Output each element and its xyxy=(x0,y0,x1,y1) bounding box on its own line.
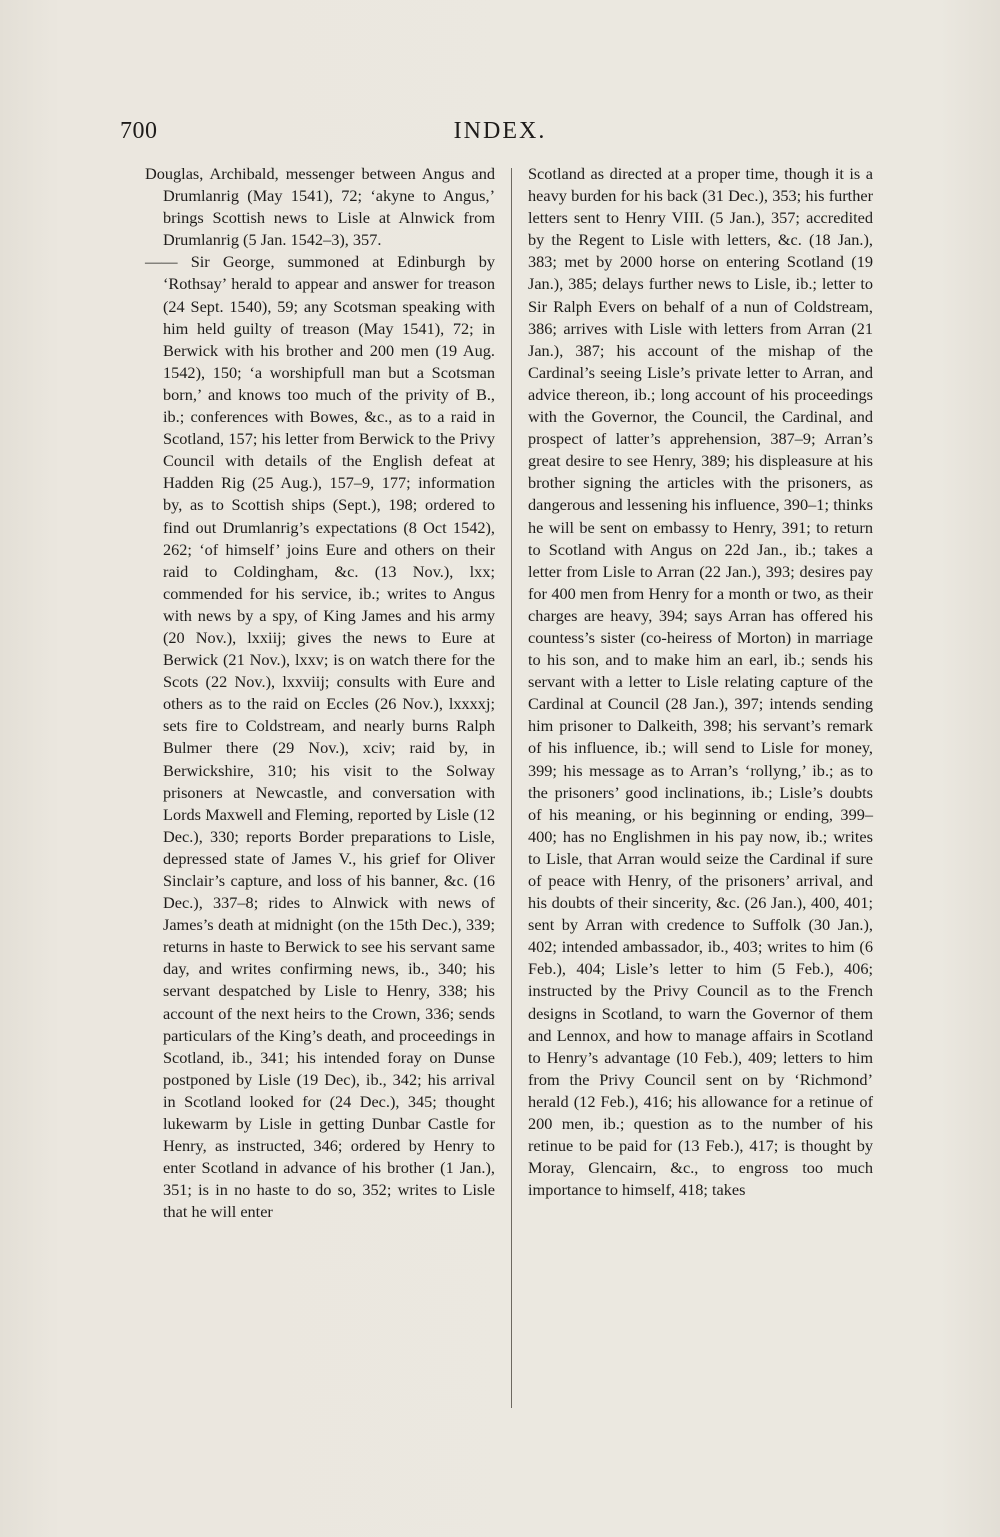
right-column xyxy=(528,163,873,1201)
index-entry-george-douglas: —— Sir George, summoned at Edinburgh by ‘Rothsay’ herald to appear and answer for treason (24 Sept. 1540), 59; any Scotsman speaking with him held guilty of treason (May 1541), 72; in Berwick with his brother and 200 men (19 Aug. 1542), 150; ‘a worshipfull man but a Scotsman born,’ and knows too much of the privity of B., ib.; conferences with Bowes, &c., as to a raid in Scotland, 157; his letter from Berwick to the Privy Council with details of the English defeat at Hadden Rig (25 Aug.), 157–9, 177; information by, as to Scottish ships (Sept.), 198; ordered to find out Drumlanrig’s expectations (8 Oct 1542), 262; ‘of himself’ joins Eure and others on their raid to Coldingham, &c. (13 Nov.), lxx; commended for his service, ib.; writes to Angus with news by a spy, of King James and his army (20 Nov.), lxxiij; gives the news to Eure at Berwick (21 Nov.), lxxv; is on watch there for the Scots (22 Nov.), lxxviij; consults with Eure and others as to the raid on Eccles (26 Nov.), lxxxxj; sets fire to Coldstream, and nearly burns Ralph Bulmer there (29 Nov.), xciv; raid by, in Berwickshire, 310; his visit to the Solway prisoners at Newcastle, and conversation with Lords Maxwell and Fleming, reported by Lisle (12 Dec.), 330; reports Border preparations to Lisle, depressed state of James V., his grief for Oliver Sinclair’s capture, and loss of his banner, &c. (16 Dec.), 337–8; rides to Alnwick with news of James’s death at midnight (on the 15th Dec.), 339; returns in haste to Berwick to see his servant same day, and writes confirming news, ib., 340; his servant despatched by Lisle to Henry, 338; his account of the next heirs to the Crown, 336; sends particulars of the King’s death, and proceedings in Scotland, ib., 341; his intended foray on Dunse postponed by Lisle (19 Dec), ib., 342; his arrival in Scotland looked for (24 Dec.), 345; thought lukewarm by Lisle in getting Dunbar Castle for Henry, as instructed, 346; ordered by Henry to enter Scotland in advance of his brother (1 Jan.), 351; is in no haste to do so, 352; writes to Lisle that he will enter xyxy=(145,252,495,1222)
index-entry-continuation: Scotland as directed at a proper time, though it is a heavy burden for his back (31 Dec.), 353; his further letters sent to Henry VIII. (5 Jan.), 357; accredited by the Regent to Lisle with letters, &c. (18 Jan.), 383; met by 2000 horse on entering Scotland (19 Jan.), 385; delays further news to Lisle, ib.; letter to Sir Ralph Evers on behalf of a nun of Coldstream, 386; arrives with Lisle with letters from Arran (21 Jan.), 387; his account of the mishap of the Cardinal’s seeing Lisle’s private letter to Arran, and advice thereon, ib.; long account of his proceedings with the Governor, the Council, the Cardinal, and prospect of latter’s apprehension, 387–9; Arran’s great desire to see Henry, 389; his displeasure at his brother signing the articles with the prisoners, as dangerous and lessening his influence, 390–1; thinks he will be sent on embassy to Henry, 391; to return to Scotland with Angus on 22d Jan., ib.; takes a letter from Lisle to Arran (22 Jan.), 393; desires pay for 400 men from Henry for a month or two, as their charges are heavy, 394; says Arran has offered his countess’s sister (co-heiress of Morton) in marriage to his son, and to make him an earl, ib.; sends his servant with a letter to Lisle relating capture of the Cardinal at Council (28 Jan.), 397; intends sending him prisoner to Dalkeith, 398; his servant’s remark of his influence, ib.; will send to Lisle for money, 399; his message as to Arran’s ‘rollyng,’ ib.; as to the prisoners’ good inclinations, ib.; Lisle’s doubts of his meaning, or his beginning or ending, 399–400; has no Englishmen in his pay now, ib.; writes to Lisle, that Arran would seize the Cardinal if sure of peace with Henry, of the prisoners’ arrival, and his doubts of their sincerity, &c. (26 Jan.), 400, 401; sent by Arran with credence to Suffolk (30 Jan.), 402; intended ambassador, ib., 403; writes to him (6 Feb.), 404; Lisle’s letter to him (5 Feb.), 406; instructed by the Privy Council as to the French designs in Scotland, to warn the Governor of them and Lennox, and how to manage affairs in Scotland to Henry’s advantage (10 Feb.), 409; letters to him from the Privy Council sent on by ‘Richmond’ herald (12 Feb.), 416; his allowance for a retinue of 200 men, ib.; question as to the number of his retinue to be paid for (13 Feb.), 417; is thought by Moray, Glencairn, &c., to engross too much importance to himself, 418; takes xyxy=(528,164,873,1200)
page-header xyxy=(120,118,880,158)
page-number: 700 xyxy=(120,118,158,144)
page-title: INDEX. xyxy=(453,118,547,144)
index-entry-archibald-douglas: Douglas, Archibald, messenger between Angus and Drumlanrig (May 1541), 72; ‘akyne to Angus,’ brings Scottish news to Lisle at Alnwick from Drumlanrig (5 Jan. 1542–3), 357. xyxy=(145,164,495,250)
left-column xyxy=(145,163,495,1224)
column-divider xyxy=(511,168,512,1408)
